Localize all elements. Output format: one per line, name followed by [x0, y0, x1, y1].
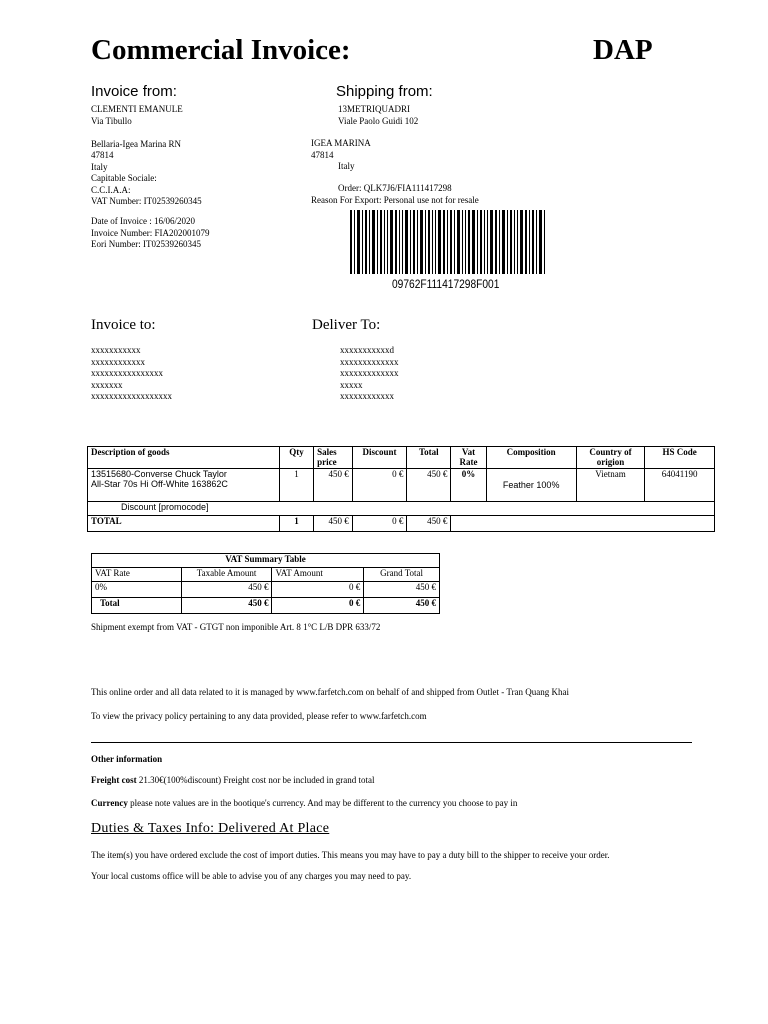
eori-number: Eori Number: IT02539260345: [91, 239, 201, 249]
duties-heading: Duties & Taxes Info: Delivered At Place: [91, 821, 330, 836]
total-qty: 1: [279, 516, 313, 532]
vat-table-title: VAT Summary Table: [92, 554, 440, 568]
deliver-to-block: [340, 345, 399, 403]
vat-rate-value: 0%: [92, 582, 182, 598]
vat-col-rate: VAT Rate: [92, 568, 182, 582]
vat-grand-total-value: 450 €: [364, 582, 440, 598]
invoice-meta-block: [91, 216, 209, 251]
shipping-postcode: 47814: [311, 149, 334, 160]
barcode-number: 09762F111417298F001: [392, 277, 500, 291]
col-composition: Composition: [486, 447, 576, 469]
total-price: 450 €: [314, 516, 353, 532]
total-total: 450 €: [407, 516, 451, 532]
invoice-from-line: Capitable Sociale:: [91, 173, 157, 183]
item-total: 450 €: [407, 469, 451, 502]
invoice-to-line: xxxxxxxxxxxx: [91, 356, 145, 367]
duties-line-2: Your local customs office will be able to advise you of any charges you may need to pay.: [91, 871, 412, 881]
vat-amount-value: 0 €: [272, 582, 364, 598]
discount-row: [88, 502, 715, 516]
invoice-from-block: [91, 104, 202, 208]
barcode: [350, 210, 545, 274]
col-hs-code: HS Code: [645, 447, 715, 469]
shipping-city: IGEA MARINA: [311, 138, 371, 148]
item-description-line1: 13515680-Converse Chuck Taylor: [91, 469, 227, 479]
vat-total-row: [92, 598, 440, 614]
vat-col-amount: VAT Amount: [272, 568, 364, 582]
currency-text: please note values are in the bootique's currency. And may be different to the currency you choose to pay in: [127, 798, 518, 808]
deliver-to-line: xxxxx: [340, 379, 363, 390]
shipping-from-heading: Shipping from:: [336, 83, 433, 100]
vat-header-row: [92, 568, 440, 582]
freight-label: Freight cost: [91, 775, 137, 785]
col-qty: Qty: [279, 447, 313, 469]
item-vat: 0%: [451, 469, 486, 502]
col-sales-price: Sales price: [314, 447, 353, 469]
divider: [91, 742, 692, 743]
item-composition: Feather 100%: [486, 469, 576, 502]
invoice-from-line: Italy: [91, 161, 108, 172]
vat-total-grand: 450 €: [364, 598, 440, 614]
invoice-from-line: CLEMENTI EMANULE: [91, 104, 183, 114]
deliver-to-line: xxxxxxxxxxxxx: [340, 356, 399, 367]
vat-col-grand-total: Grand Total: [364, 568, 440, 582]
table-row: [92, 582, 440, 598]
col-discount: Discount: [352, 447, 407, 469]
invoice-to-line: xxxxxxxxxxxxxxxx: [91, 368, 163, 378]
item-discount: 0 €: [352, 469, 407, 502]
item-description-line2: All-Star 70s Hi Off-White 163862C: [91, 479, 228, 489]
goods-table: [87, 446, 715, 532]
currency-label: Currency: [91, 798, 128, 808]
discount-label: Discount [promocode]: [88, 502, 715, 516]
item-country: Vietnam: [576, 469, 645, 502]
vat-total-taxable: 450 €: [181, 598, 272, 614]
vat-col-taxable: Taxable Amount: [181, 568, 272, 582]
invoice-from-line: [91, 127, 202, 139]
vat-exempt-note: Shipment exempt from VAT - GTGT non imponible Art. 8 1°C L/B DPR 633/72: [91, 622, 381, 632]
shipping-country: Italy: [338, 161, 355, 171]
page-title: Commercial Invoice:: [91, 34, 351, 66]
col-country: Country of origion: [576, 447, 645, 469]
invoice-to-line: xxxxxxxxxxxxxxxxxx: [91, 391, 172, 401]
export-reason: Reason For Export: Personal use not for resale: [311, 194, 479, 205]
invoice-from-line: VAT Number: IT02539260345: [91, 196, 202, 206]
other-info-heading: Other information: [91, 754, 163, 764]
deliver-to-line: xxxxxxxxxxxd: [340, 345, 394, 355]
invoice-from-line: Via Tibullo: [91, 115, 132, 126]
invoice-number: Invoice Number: FIA202001079: [91, 227, 210, 238]
invoice-to-heading: Invoice to:: [91, 317, 156, 333]
item-price: 450 €: [314, 469, 353, 502]
total-row: [88, 516, 715, 532]
invoice-to-line: xxxxxxx: [91, 379, 123, 390]
invoice-from-heading: Invoice from:: [91, 83, 177, 100]
total-label: TOTAL: [88, 516, 280, 532]
invoice-from-line: 47814: [91, 150, 114, 160]
col-description: Description of goods: [88, 447, 280, 469]
freight-text: 21.30€(100%discount) Freight cost nor be included in grand total: [136, 775, 375, 785]
total-discount: 0 €: [352, 516, 407, 532]
invoice-to-block: [91, 345, 172, 403]
shipping-city-block: [311, 138, 371, 173]
item-hs-code: 64041190: [645, 469, 715, 502]
shipping-from-block: [338, 104, 418, 127]
freight-cost-line: [91, 775, 375, 787]
duties-line-1: The item(s) you have ordered exclude the cost of import duties. This means you may have to pay a duty bill to the shipper to receive your order.: [91, 850, 610, 860]
goods-header-row: [88, 447, 715, 469]
vat-total-label: Total: [92, 598, 182, 614]
incoterm-label: DAP: [593, 34, 653, 66]
col-vat-rate: Vat Rate: [451, 447, 486, 469]
table-row: [88, 469, 715, 502]
invoice-to-line: xxxxxxxxxxx: [91, 345, 141, 355]
vat-taxable-value: 450 €: [181, 582, 272, 598]
total-empty: [451, 516, 715, 532]
shipping-order-block: [311, 183, 479, 206]
item-qty: 1: [279, 469, 313, 502]
deliver-to-line: xxxxxxxxxxxxx: [340, 368, 399, 378]
currency-line: [91, 798, 517, 810]
col-total: Total: [407, 447, 451, 469]
shipping-from-line: 13METRIQUADRI: [338, 104, 410, 114]
online-order-note: This online order and all data related to it is managed by www.farfetch.com on behalf of and shipped from Outlet - Tran Quang Khai: [91, 687, 570, 697]
invoice-from-line: C.C.I.A.A:: [91, 184, 131, 195]
invoice-from-line: Bellaria-Igea Marina RN: [91, 138, 181, 149]
deliver-to-line: xxxxxxxxxxxx: [340, 391, 394, 401]
vat-summary-table: [91, 553, 440, 614]
order-number: Order: QLK7J6/FIA111417298: [338, 183, 452, 193]
invoice-date: Date of Invoice : 16/06/2020: [91, 216, 195, 226]
shipping-from-line: Viale Paolo Guidi 102: [338, 115, 419, 126]
item-description: [88, 469, 280, 502]
privacy-note: To view the privacy policy pertaining to any data provided, please refer to www.farfetch.com: [91, 711, 427, 721]
deliver-to-heading: Deliver To:: [312, 317, 381, 333]
vat-total-amount: 0 €: [272, 598, 364, 614]
